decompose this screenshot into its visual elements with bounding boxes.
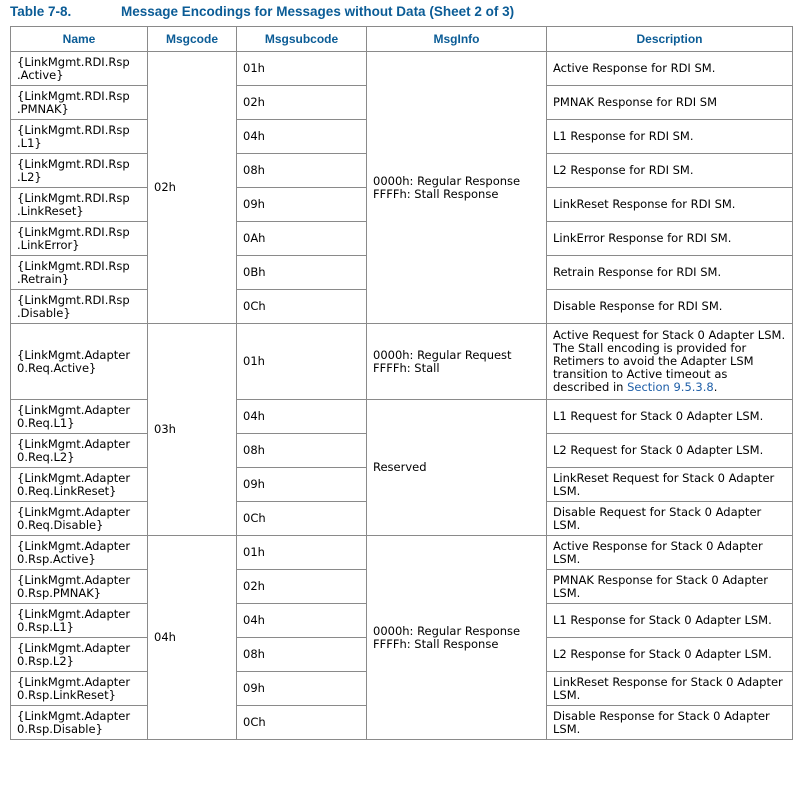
msgsubcode-cell: 0Ah <box>237 222 367 256</box>
msgsubcode-cell: 04h <box>237 604 367 638</box>
description-cell <box>547 290 793 324</box>
message-name-cell: {LinkMgmt.Adapter 0.Req.L2} <box>11 434 148 468</box>
header-row <box>11 27 793 52</box>
msgsubcode-cell: 04h <box>237 400 367 434</box>
description-text: LinkReset Response for RDI SM. <box>553 197 736 211</box>
msgsubcode-cell: 09h <box>237 468 367 502</box>
description-cell <box>547 468 793 502</box>
message-name-cell: {LinkMgmt.Adapter 0.Req.LinkReset} <box>11 468 148 502</box>
message-name-cell: {LinkMgmt.RDI.Rsp .L2} <box>11 154 148 188</box>
table-caption <box>10 4 514 22</box>
description-cell <box>547 256 793 290</box>
table-title: Message Encodings for Messages without Data (Sheet 2 of 3) <box>121 4 515 19</box>
msgsubcode-cell: 08h <box>237 638 367 672</box>
description-cell <box>547 638 793 672</box>
message-name-cell: {LinkMgmt.RDI.Rsp .Retrain} <box>11 256 148 290</box>
description-text: Disable Response for RDI SM. <box>553 299 723 313</box>
message-name-cell: {LinkMgmt.Adapter 0.Req.Disable} <box>11 502 148 536</box>
description-text: L1 Request for Stack 0 Adapter LSM. <box>553 409 764 423</box>
description-cell <box>547 188 793 222</box>
description-text: Disable Response for Stack 0 Adapter LSM. <box>553 708 770 736</box>
msgsubcode-cell: 0Ch <box>237 706 367 740</box>
description-text: L2 Request for Stack 0 Adapter LSM. <box>553 443 764 457</box>
message-encodings-table <box>10 26 793 740</box>
message-name-cell: {LinkMgmt.Adapter 0.Rsp.L2} <box>11 638 148 672</box>
message-name-cell: {LinkMgmt.RDI.Rsp .L1} <box>11 120 148 154</box>
msginfo-cell: 0000h: Regular Request FFFFh: Stall <box>367 324 547 400</box>
msgsubcode-cell: 04h <box>237 120 367 154</box>
description-cell <box>547 222 793 256</box>
description-text: Retrain Response for RDI SM. <box>553 265 722 279</box>
description-cell <box>547 570 793 604</box>
msgsubcode-cell: 09h <box>237 672 367 706</box>
msgsubcode-cell: 01h <box>237 324 367 400</box>
message-name-cell: {LinkMgmt.Adapter 0.Rsp.L1} <box>11 604 148 638</box>
msgsubcode-cell: 01h <box>237 536 367 570</box>
header-msgsubcode: Msgsubcode <box>237 27 367 52</box>
description-text: L1 Response for Stack 0 Adapter LSM. <box>553 613 772 627</box>
description-cell <box>547 324 793 400</box>
section-link[interactable]: Section 9.5.3.8 <box>627 380 714 394</box>
description-text: PMNAK Response for RDI SM <box>553 95 717 109</box>
message-name-cell: {LinkMgmt.RDI.Rsp .LinkError} <box>11 222 148 256</box>
msgsubcode-cell: 01h <box>237 52 367 86</box>
description-text: PMNAK Response for Stack 0 Adapter LSM. <box>553 572 768 600</box>
msgsubcode-cell: 02h <box>237 570 367 604</box>
description-cell <box>547 604 793 638</box>
description-cell <box>547 52 793 86</box>
header-msginfo: MsgInfo <box>367 27 547 52</box>
msgsubcode-cell: 02h <box>237 86 367 120</box>
message-name-cell: {LinkMgmt.RDI.Rsp .Active} <box>11 52 148 86</box>
message-name-cell: {LinkMgmt.RDI.Rsp .LinkReset} <box>11 188 148 222</box>
message-name-cell: {LinkMgmt.Adapter 0.Req.L1} <box>11 400 148 434</box>
header-msgcode: Msgcode <box>148 27 237 52</box>
description-text: Active Response for Stack 0 Adapter LSM. <box>553 538 763 566</box>
description-cell <box>547 502 793 536</box>
description-text: LinkReset Request for Stack 0 Adapter LSM. <box>553 470 775 498</box>
msginfo-cell: Reserved <box>367 400 547 536</box>
description-text: L1 Response for RDI SM. <box>553 129 694 143</box>
table-row <box>11 324 793 400</box>
message-name-cell: {LinkMgmt.Adapter 0.Req.Active} <box>11 324 148 400</box>
header-name: Name <box>11 27 148 52</box>
description-cell <box>547 86 793 120</box>
table-body <box>11 52 793 740</box>
description-text: L2 Response for RDI SM. <box>553 163 694 177</box>
description-cell <box>547 400 793 434</box>
description-text: LinkError Response for RDI SM. <box>553 231 732 245</box>
header-description: Description <box>547 27 793 52</box>
msgcode-cell: 03h <box>148 324 237 536</box>
message-name-cell: {LinkMgmt.Adapter 0.Rsp.PMNAK} <box>11 570 148 604</box>
msgsubcode-cell: 08h <box>237 154 367 188</box>
description-text: Active Request for Stack 0 Adapter LSM. The Stall encoding is provided for Retimers to avoid the Adapter LSM transition to Active timeout as described in <box>553 328 786 394</box>
description-cell <box>547 536 793 570</box>
description-cell <box>547 706 793 740</box>
msgsubcode-cell: 0Ch <box>237 290 367 324</box>
message-name-cell: {LinkMgmt.Adapter 0.Rsp.Active} <box>11 536 148 570</box>
msgsubcode-cell: 0Ch <box>237 502 367 536</box>
description-tail: . <box>713 380 718 394</box>
msgcode-cell: 02h <box>148 52 237 324</box>
description-cell <box>547 672 793 706</box>
description-text: LinkReset Response for Stack 0 Adapter LSM. <box>553 674 783 702</box>
msgsubcode-cell: 08h <box>237 434 367 468</box>
table-row <box>11 400 793 434</box>
msginfo-cell: 0000h: Regular Response FFFFh: Stall Response <box>367 536 547 740</box>
message-name-cell: {LinkMgmt.RDI.Rsp .PMNAK} <box>11 86 148 120</box>
description-text: L2 Response for Stack 0 Adapter LSM. <box>553 647 772 661</box>
description-text: Disable Request for Stack 0 Adapter LSM. <box>553 504 762 532</box>
message-name-cell: {LinkMgmt.RDI.Rsp .Disable} <box>11 290 148 324</box>
description-cell <box>547 154 793 188</box>
table-row <box>11 536 793 570</box>
description-cell <box>547 434 793 468</box>
message-name-cell: {LinkMgmt.Adapter 0.Rsp.Disable} <box>11 706 148 740</box>
msgsubcode-cell: 0Bh <box>237 256 367 290</box>
description-text: Active Response for RDI SM. <box>553 61 716 75</box>
message-name-cell: {LinkMgmt.Adapter 0.Rsp.LinkReset} <box>11 672 148 706</box>
table-number: Table 7-8. <box>10 4 72 19</box>
msgsubcode-cell: 09h <box>237 188 367 222</box>
msginfo-cell: 0000h: Regular Response FFFFh: Stall Response <box>367 52 547 324</box>
description-cell <box>547 120 793 154</box>
table-row <box>11 52 793 86</box>
msgcode-cell: 04h <box>148 536 237 740</box>
